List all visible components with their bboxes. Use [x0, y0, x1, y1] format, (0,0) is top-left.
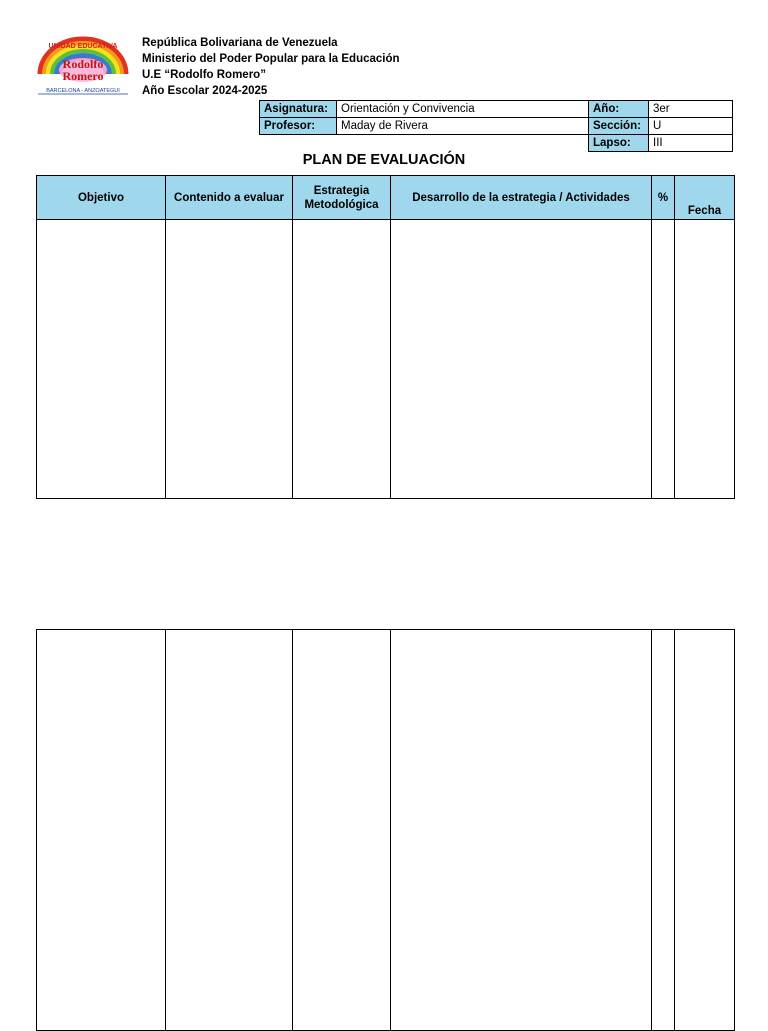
asignatura-label: Asignatura: — [260, 101, 337, 118]
evaluation-table-continued — [36, 629, 735, 1031]
school-logo — [34, 34, 132, 96]
page-title: PLAN DE EVALUACIÓN — [302, 152, 466, 168]
profesor-value: Maday de Rivera — [337, 118, 589, 135]
svg-text:BARCELONA - ANZOATEGUI: BARCELONA - ANZOATEGUI — [46, 88, 120, 94]
course-info-table — [259, 100, 733, 152]
header-line-school-year: Año Escolar 2024-2025 — [142, 85, 268, 97]
objetivo-cell — [37, 630, 166, 1031]
estrategia-cell — [293, 220, 391, 499]
ano-value: 3er — [649, 101, 733, 118]
fecha-cell — [675, 630, 735, 1031]
header-line-republic: República Bolivariana de Venezuela — [142, 37, 338, 49]
institution-header — [142, 35, 400, 99]
porcentaje-cell — [652, 220, 675, 499]
column-header-porcentaje: % — [652, 176, 675, 220]
estrategia-cell — [293, 630, 391, 1031]
asignatura-value: Orientación y Convivencia — [337, 101, 589, 118]
column-header-estrategia: Estrategia Metodológica — [293, 176, 391, 220]
seccion-label: Sección: — [589, 118, 649, 135]
objetivo-cell — [37, 220, 166, 499]
fecha-cell — [675, 220, 735, 499]
ano-label: Año: — [589, 101, 649, 118]
table-row — [37, 630, 735, 1031]
svg-text:UNIDAD EDUCATIVA: UNIDAD EDUCATIVA — [48, 43, 118, 50]
column-header-fecha: Fecha — [675, 176, 735, 220]
column-header-contenido: Contenido a evaluar — [166, 176, 293, 220]
header-line-school: U.E “Rodolfo Romero” — [142, 69, 266, 81]
svg-text:Romero: Romero — [62, 69, 104, 83]
seccion-value: U — [649, 118, 733, 135]
svg-text:Rodolfo: Rodolfo — [62, 57, 104, 71]
porcentaje-cell — [652, 630, 675, 1031]
lapso-value: III — [649, 135, 733, 152]
header-line-ministry: Ministerio del Poder Popular para la Educación — [142, 53, 400, 65]
lapso-label: Lapso: — [589, 135, 649, 152]
contenido-cell — [166, 220, 293, 499]
column-header-objetivo: Objetivo — [37, 176, 166, 220]
column-header-desarrollo: Desarrollo de la estrategia / Actividades — [391, 176, 652, 220]
table-row — [37, 220, 735, 499]
profesor-label: Profesor: — [260, 118, 337, 135]
evaluation-table — [36, 175, 735, 499]
desarrollo-cell — [391, 220, 652, 499]
desarrollo-cell — [391, 630, 652, 1031]
contenido-cell — [166, 630, 293, 1031]
